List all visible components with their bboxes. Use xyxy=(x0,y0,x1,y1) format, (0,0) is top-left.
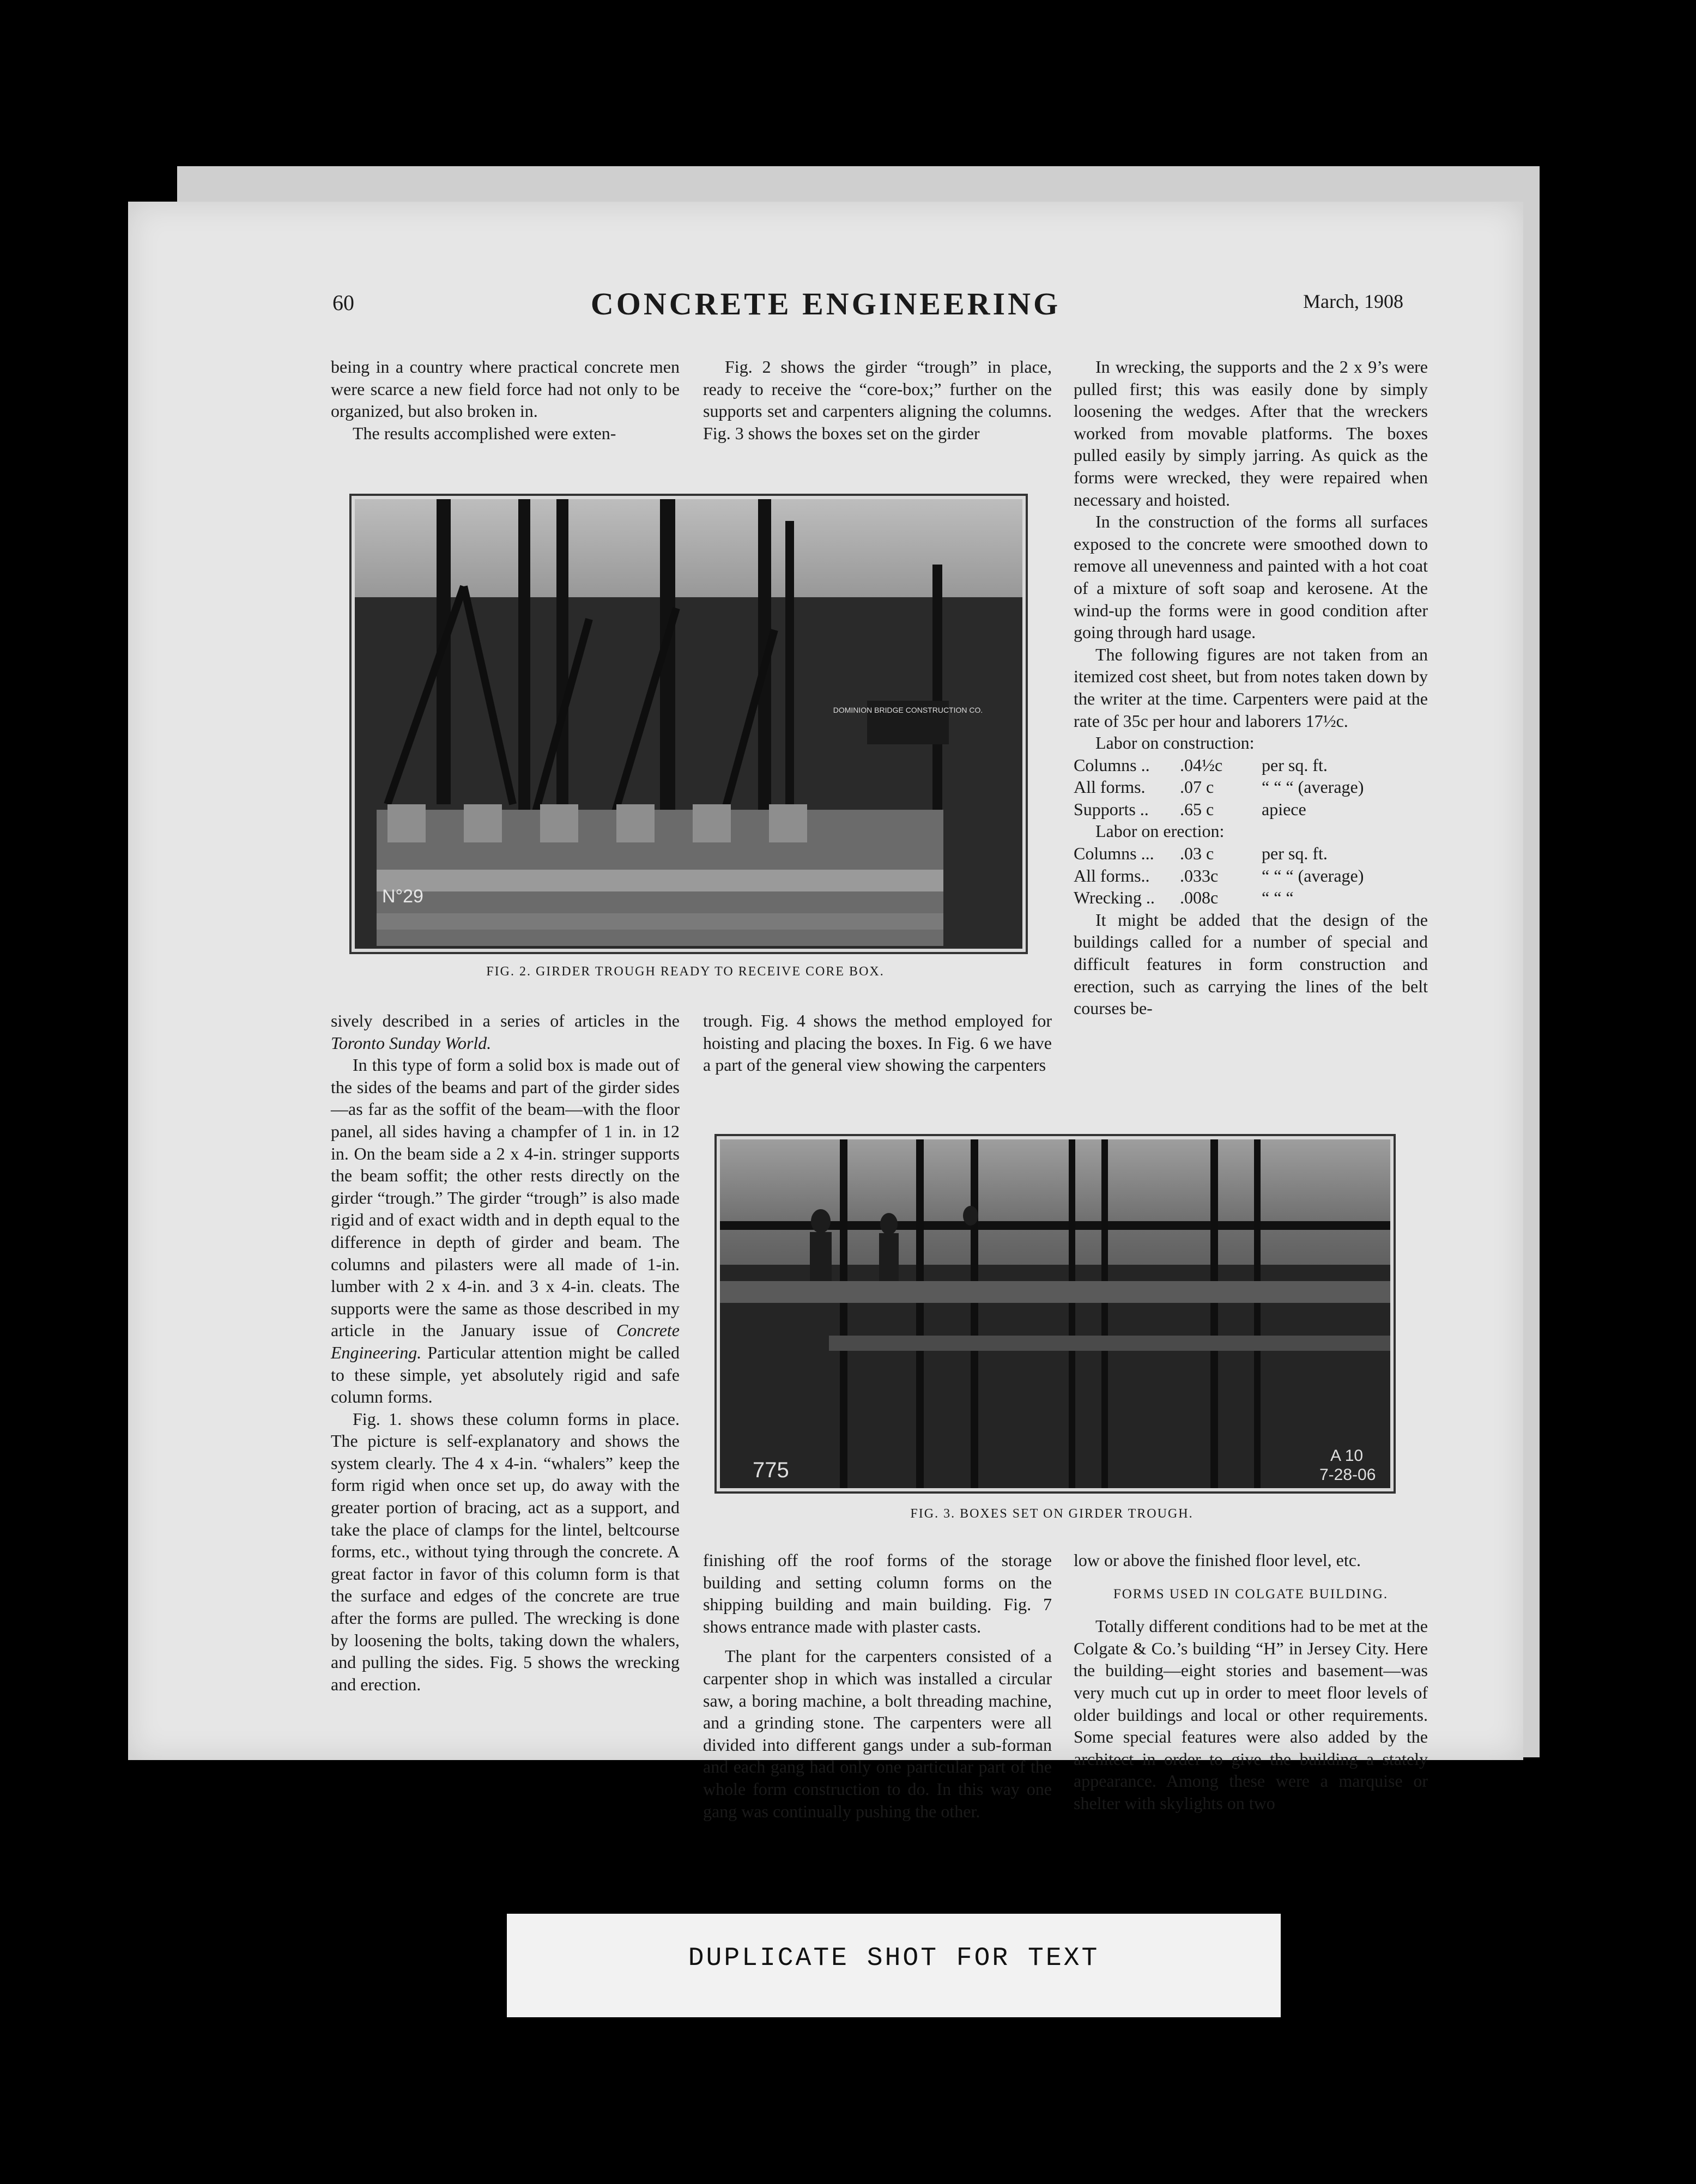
table-row xyxy=(1074,798,1428,821)
table-row xyxy=(1074,865,1428,887)
text-italic: Concrete Engineering. xyxy=(331,1320,680,1362)
figure-3-caption: FIG. 3. BOXES SET ON GIRDER TROUGH. xyxy=(910,1507,1194,1521)
row-item: All forms. xyxy=(1074,777,1146,797)
issue-date: March, 1908 xyxy=(1303,290,1403,312)
paragraph: The following figures are not taken from an itemized cost sheet, but from notes taken down by the writer at the time. Carpenters were paid at the rate of 35c per hour and laborers 17½c. xyxy=(1074,644,1428,731)
row-rate: .03 c xyxy=(1180,844,1214,864)
page-number: 60 xyxy=(332,290,354,315)
column-right-bottom xyxy=(1074,1549,1428,1815)
figure-3-photo xyxy=(717,1136,1394,1491)
paragraph: Fig. 1. shows these column forms in place. The picture is self-explanatory and shows the system clearly. The 4 x 4-in. “whalers” keep the form rigid when once set up, do away with the greater portion of bracing, act as a support, and take the place of clamps for the lintel, beltcourse forms, etc., without tying through the concrete. A great factor in favor of this column form is that the surface and edges of the concrete are true after the forms are pulled. The wrecking is done by loosening the bolts, taking down the whalers, and pulling the sides. Fig. 5 shows the wrecking and erection. xyxy=(331,1409,680,1694)
row-rate: .033c xyxy=(1180,865,1219,885)
row-unit: “ “ “ (average) xyxy=(1262,777,1364,797)
table-heading: Labor on construction: xyxy=(1095,733,1255,753)
figure-2-photo xyxy=(352,496,1026,952)
column-middle-bottom xyxy=(703,1549,1052,1822)
column-middle-mid xyxy=(703,1010,1052,1076)
journal-page xyxy=(128,202,1523,1821)
row-rate: .008c xyxy=(1180,888,1219,908)
row-item: Wrecking .. xyxy=(1074,888,1155,908)
row-unit: apiece xyxy=(1262,799,1306,819)
column-left-top xyxy=(331,356,680,444)
text-run: sively described in a series of articles in the xyxy=(331,1011,680,1030)
paragraph: being in a country where practical concrete men were scarce a new field force had not only to be organized, but also broken in. xyxy=(331,357,680,421)
paragraph: The results accomplished were exten- xyxy=(353,423,616,443)
paragraph: The plant for the carpenters consisted of a carpenter shop in which was installed a circular saw, a boring machine, a bolt threading machine, and a grinding stone. The carpenters were all divided into different gangs under a sub-forman and each gang had only one particular part of the whole form construction to do. In this way one gang was continually pushing the other. xyxy=(703,1646,1052,1821)
row-unit: “ “ “ (average) xyxy=(1262,865,1364,885)
section-heading: FORMS USED IN COLGATE BUILDING. xyxy=(1113,1586,1389,1601)
paragraph: In the construction of the forms all surfaces exposed to the concrete were smoothed down to remove all unevenness and painted with a hot coat of a mixture of soft soap and kerosene. At the wind-up the forms were in good condition after going through hard usage. xyxy=(1074,512,1428,642)
paragraph: trough. Fig. 4 shows the method employed for hoisting and placing the boxes. In Fig. 6 we have a part of the general view showing the carpenters xyxy=(703,1011,1052,1075)
construction-cost-table xyxy=(1074,754,1428,821)
paragraph: low or above the finished floor level, etc. xyxy=(1074,1550,1361,1570)
paragraph: finishing off the roof forms of the storage building and setting column forms on the shipping building and main building. Fig. 7 shows entrance made with plaster casts. xyxy=(703,1550,1052,1636)
text-run: In this type of form a solid box is made out of the sides of the beams and part of the girder sides—as far as the soffit of the beam—with the floor panel, all sides having a champfer of 1 in. in 12 in. On the beam side a 2 x 4-in. stringer supports the beam soffit; the other rests directly on the girder “trough.” The girder “trough” is also made rigid and of exact width and in depth equal to the difference in depth of girder and beam. The columns and pilasters were all made of 1-in. lumber with 2 x 4-in. and 3 x 4-in. cleats. The supports were the same as those described in my article in the January issue of xyxy=(331,1055,680,1340)
text-run: Particular attention might be called to these simple, yet absolutely rigid and safe column forms. xyxy=(331,1342,680,1407)
construction-photo xyxy=(720,1139,1390,1488)
row-item: Columns ... xyxy=(1074,844,1154,864)
row-item: All forms.. xyxy=(1074,865,1150,885)
row-item: Supports .. xyxy=(1074,799,1149,819)
paragraph: Totally different conditions had to be met at the Colgate & Co.’s building “H” in Jersey City. Here the building—eight stories and basement—was very much cut up in order to meet floor levels of older buildings and local or other requirements. Some special features were also added by the architect in order to give the building a stately appearance. Among these were a marquise or shelter with skylights on two xyxy=(1074,1616,1428,1813)
row-rate: .04½c xyxy=(1180,755,1223,775)
paragraph: In wrecking, the supports and the 2 x 9’s were pulled first; this was easily done by simply loosening the wedges. After that the wreckers worked from movable platforms. The boxes pulled easily by simply jarring. As quick as the forms were wrecked, they were repaired when necessary and hoisted. xyxy=(1074,357,1428,509)
figure-2-caption: FIG. 2. GIRDER TROUGH READY TO RECEIVE CORE BOX. xyxy=(486,964,885,979)
row-rate: .65 c xyxy=(1180,799,1214,819)
journal-title: CONCRETE ENGINEERING xyxy=(590,286,1061,321)
row-item: Columns .. xyxy=(1074,755,1150,775)
plate-number: N°29 xyxy=(382,886,423,907)
row-rate: .07 c xyxy=(1180,777,1214,797)
table-heading: Labor on erection: xyxy=(1095,821,1225,841)
construction-photo xyxy=(355,499,1022,949)
paragraph: It might be added that the design of the buildings called for a number of special and difficult features in form construction and erection, such as carrying the lines of the belt courses be- xyxy=(1074,909,1428,1018)
erection-cost-table xyxy=(1074,842,1428,909)
paragraph: Fig. 2 shows the girder “trough” in place, ready to receive the “core-box;” further on the supports set and carpenters aligning the columns. Fig. 3 shows the boxes set on the girder xyxy=(703,357,1052,443)
column-middle-top xyxy=(703,356,1052,444)
plate-code: A 10 xyxy=(1330,1447,1364,1465)
archive-label xyxy=(507,1914,1281,2017)
table-row xyxy=(1074,776,1428,798)
archive-label-text: DUPLICATE SHOT FOR TEXT xyxy=(688,1944,1100,1973)
plate-number: 775 xyxy=(753,1458,789,1482)
table-row xyxy=(1074,754,1428,776)
text-italic: Toronto Sunday World. xyxy=(331,1033,492,1053)
page-header xyxy=(128,286,1523,321)
table-row xyxy=(1074,887,1428,909)
row-unit: per sq. ft. xyxy=(1262,755,1328,775)
plate-date: 7-28-06 xyxy=(1319,1466,1376,1484)
plate-sign: DOMINION BRIDGE CONSTRUCTION CO. xyxy=(833,706,983,714)
row-unit: “ “ “ xyxy=(1262,888,1294,908)
table-row xyxy=(1074,842,1428,865)
column-left-bottom xyxy=(331,1010,680,1695)
column-right-top xyxy=(1074,356,1428,1020)
row-unit: per sq. ft. xyxy=(1262,844,1328,864)
